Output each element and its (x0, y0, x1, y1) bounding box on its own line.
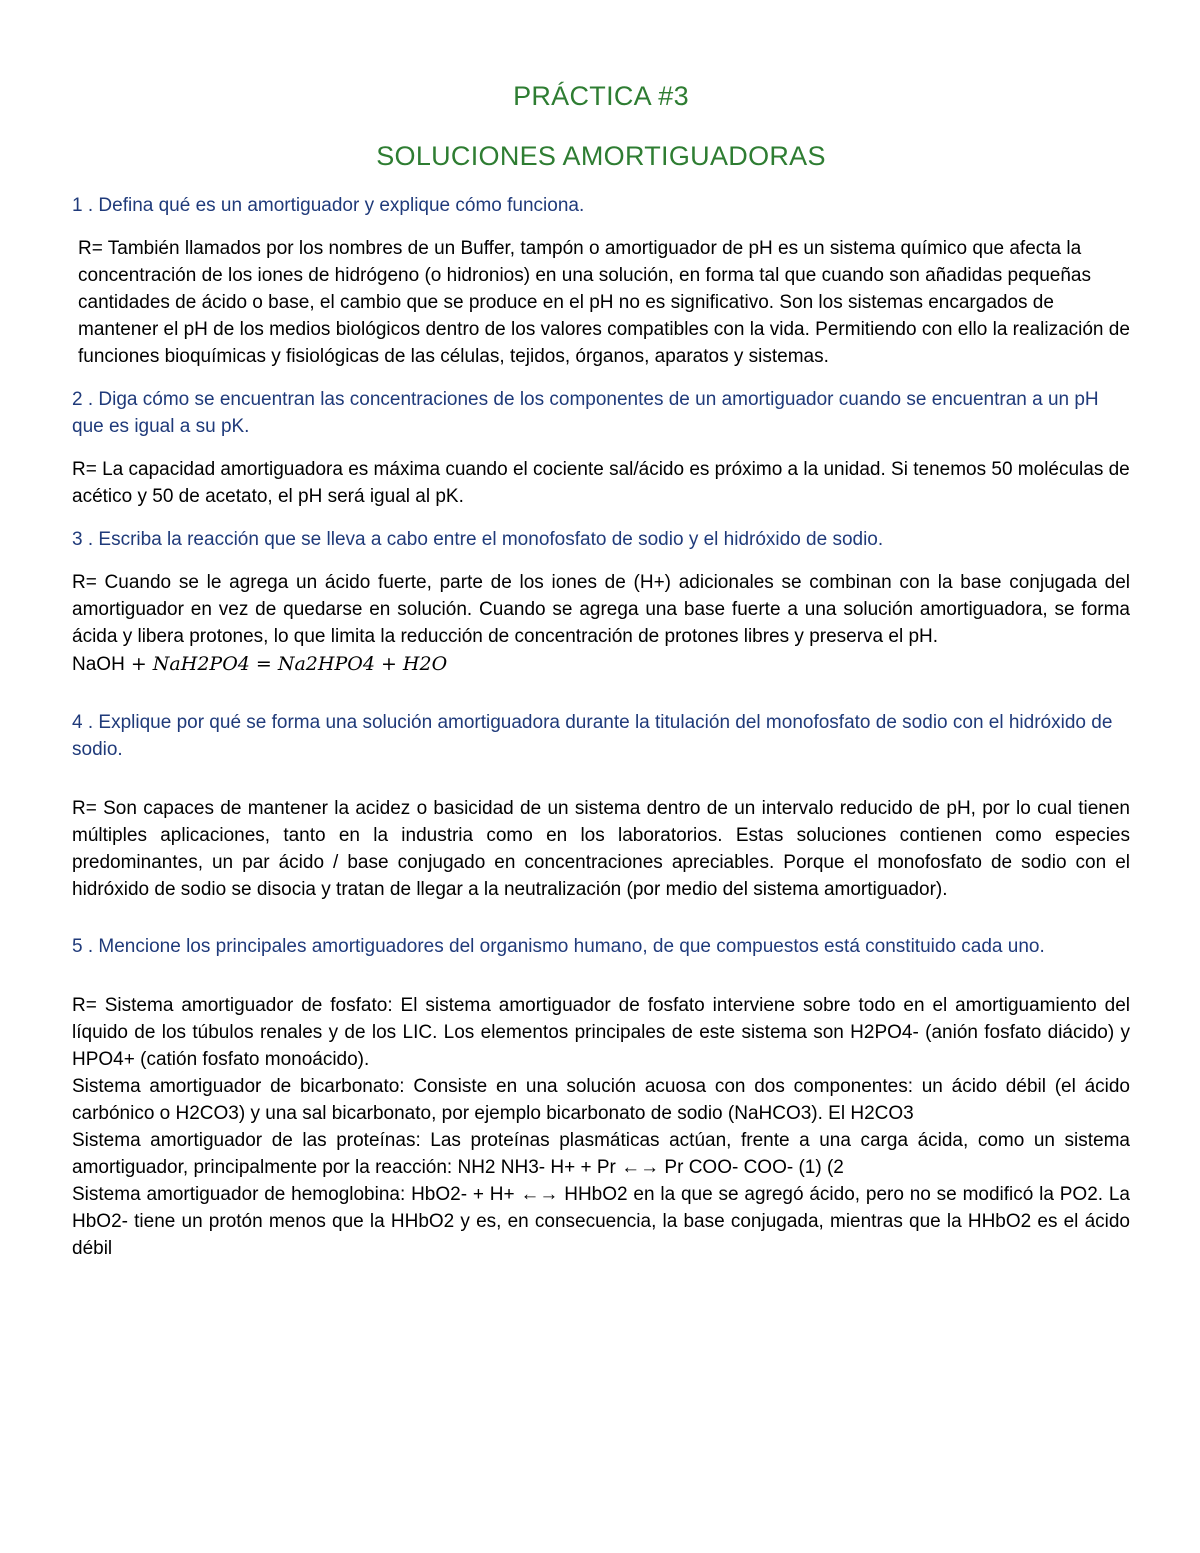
question-5: 5 . Mencione los principales amortiguadores del organismo humano, de que compuestos está constituido cada uno. (72, 936, 1045, 957)
answer-5 (72, 992, 1130, 1262)
question-1: 1 . Defina qué es un amortiguador y explique cómo funciona. (72, 195, 585, 216)
answer-5-proteins: Sistema amortiguador de las proteínas: Las proteínas plasmáticas actúan, frente a una carga ácida, como un sistema amortiguador, principalmente por la reacción: NH2 NH3- H+ + Pr ←→ Pr COO- COO- (1) (2 (72, 1130, 1130, 1178)
answer-5-hemoglobin: Sistema amortiguador de hemoglobina: HbO2- + H+ ←→ HHbO2 en la que se agregó ácido, pero no se modificó la PO2. La HbO2- tiene un protón menos que la HHbO2 y es, en consecuencia, la base conjugada, mientras que la HHbO2 es el ácido débil (72, 1184, 1130, 1259)
answer-1: R= También llamados por los nombres de un Buffer, tampón o amortiguador de pH es un sistema químico que afecta la concentración de los iones de hidrógeno (o hidronios) en una solución, en forma tal que cuando son añadidas pequeñas cantidades de ácido o base, el cambio que se produce en el pH no es significativo. Son los sistemas encargados de mantener el pH de los medios biológicos dentro de los valores compatibles con la vida. Permitiendo con ello la realización de funciones bioquímicas y fisiológicas de las células, tejidos, órganos, aparatos y sistemas. (78, 238, 1130, 367)
answer-4: R= Son capaces de mantener la acidez o basicidad de un sistema dentro de un intervalo reducido de pH, por lo cual tienen múltiples aplicaciones, tanto en la industria como en los laboratorios. Estas soluciones contienen como especies predominantes, un par ácido / base conjugado en concentraciones apreciables. Porque el monofosfato de sodio con el hidróxido de sodio se disocia y tratan de llegar a la neutralización (por medio del sistema amortiguador). (72, 798, 1130, 900)
document-subtitle: SOLUCIONES AMORTIGUADORAS (376, 141, 826, 171)
question-2: 2 . Diga cómo se encuentran las concentraciones de los componentes de un amortiguador cuando se encuentran a un pH que es igual a su pK. (72, 389, 1099, 437)
document-page (72, 78, 1130, 1262)
question-3: 3 . Escriba la reacción que se lleva a cabo entre el monofosfato de sodio y el hidróxido de sodio. (72, 529, 884, 550)
equation-reagent: NaOH (72, 654, 125, 675)
answer-3: R= Cuando se le agrega un ácido fuerte, parte de los iones de (H+) adicionales se combinan con la base conjugada del amortiguador en vez de quedarse en solución. Cuando se agrega una base fuerte a una solución amortiguadora, se forma ácida y libera protones, lo que limita la reducción de concentración de protones libres y preserva el pH. (72, 572, 1130, 647)
answer-5-bicarbonate: Sistema amortiguador de bicarbonato: Consiste en una solución acuosa con dos componentes: un ácido débil (el ácido carbónico o H2CO3) y una sal bicarbonato, por ejemplo bicarbonato de sodio (NaHCO3). El H2CO3 (72, 1076, 1130, 1124)
answer-5-phosphate: R= Sistema amortiguador de fosfato: El sistema amortiguador de fosfato interviene sobre todo en el amortiguamiento del líquido de los túbulos renales y de los LIC. Los elementos principales de este sistema son H2PO4- (anión fosfato diácido) y HPO4+ (catión fosfato monoácido). (72, 995, 1130, 1070)
equation-math: + NaH2PO4 = Na2HPO4 + H2O (124, 653, 448, 675)
question-4: 4 . Explique por qué se forma una solución amortiguadora durante la titulación del monofosfato de sodio con el hidróxido de sodio. (72, 712, 1113, 760)
document-title: PRÁCTICA #3 (513, 81, 689, 111)
reaction-equation (72, 650, 1130, 679)
answer-2: R= La capacidad amortiguadora es máxima cuando el cociente sal/ácido es próximo a la unidad. Si tenemos 50 moléculas de acético y 50 de acetato, el pH será igual al pK. (72, 459, 1130, 507)
